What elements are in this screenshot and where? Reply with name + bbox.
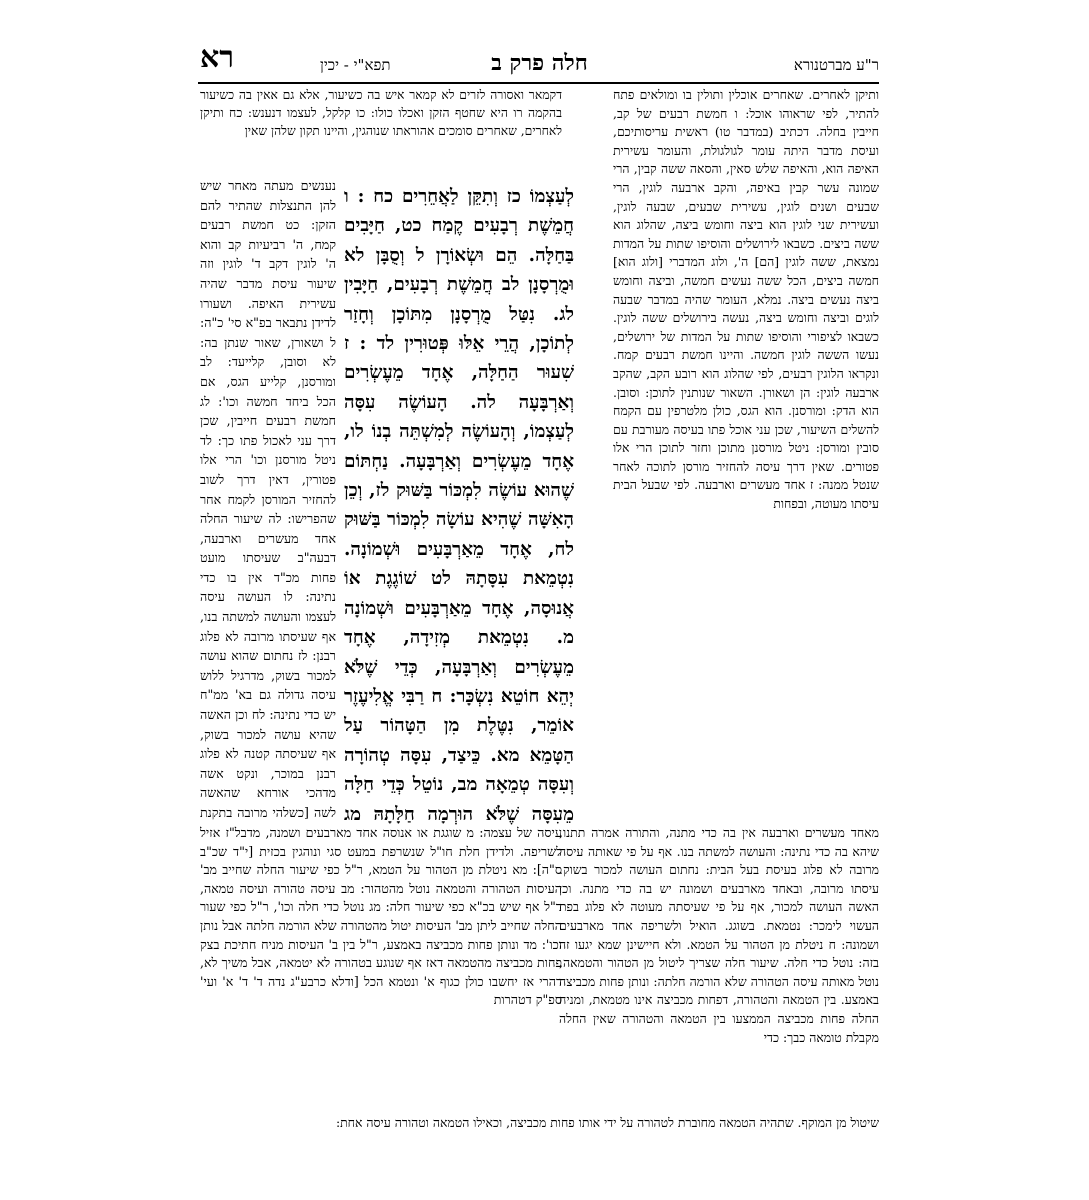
footer-commentary-text: שיטול מן המוקף. שתהיה הטמאה מחוברת לטהורה על ידי אותו פחות מכביצה, וכאילו הטמאה וטהורה עיסה אחת: [335, 1115, 879, 1130]
header-title: חלה פרק ב [491, 50, 588, 76]
tiferet-yisrael-column [200, 176, 336, 826]
tiferet-yisrael-text: נענשים מעתה מאחר שיש להן התנצלות שהתיר להם הזקן: כט חמשת רבעים קמח, ה' רביעיות קב והוא ה' לוגין דקב ד' לוגין וזה שיעור עיסת מדבר שהיה עשירית האיפה. ושעורו לדידן נתבאר בפ"א סי' כ"ה: ל ושאורן, שאור שנתן בה: לא וסובן, קלייעד: לב ומורסנן, קלייע הגס, אם הכל ביחד חמשה וכו': לג חמשת רבעים חייבין, שכן דרך עני לאכול פתו כך: לד ניטל מורסנן וכו' הרי אלו פטורין, דאין דרך לשוב להחזיר המורסן לקמח אחר שהפרישו: לה שיעור החלה אחד מעשרים וארבעה, דבעה"ב שעיסתו מועט פחות מכ"ד אין בו כדי נתינה: לו העושה עיסה לעצמו והעושה למשתה בנו, אף שעיסתו מרובה לא פלוג רבנן: לז נחתום שהוא עושה למכור בשוק, מדרגיל ללוש עיסה גדולה גם בא' ממ"ח יש כדי נתינה: לח וכן האשה שהיא עושה למכור בשוק, אף שעיסתה קטנה לא פלוג רבנן במוכר, ונקט אשה מדהכי אורחא שהאשה לשה [כשלהי מרובה בתקנת [200, 178, 336, 820]
page-number: רא [200, 40, 234, 75]
bartenura-bottom-text: מאחד מעשרים וארבעה אין בה כדי מתנה, והתורה אמרה תתנו, שיהא בה כדי נתינה: והעושה למשתה בנו. אף על פי שאותה עיסה מרובה לא פלוג בעיסת בעל הבית: נחתום העושה למכור בשוק. עיסתו מרובה, ובאחד מארבעים ושמונה יש בה כדי מתנה. וכן האשה העושה למכור, אף על פי שעיסתה מעוטה לא פלוג בפת העשוי לימכר: נטמאת. בשוגג. הואיל ולשריפה אחד מארבעים ושמונה: ח ניטלת מן הטהור על הטמא. ולא חיישינן שמא יגעו זה בזה: נוטל כדי חלה. שיעור חלה שצריך ליטול מן הטהור והטמאה, נוטל מאותה עיסה הטהורה שלא הורמה חלתה: ונותן פחות מכביצה באמצע. בין הטמאה והטהורה, דפחות מכביצה אינו מטמאת, ומניח החלה פחות מכביצה הממצעו בין הטמאה והטהורה שאין החלה מקבלת טומאה כבך: כדי [559, 825, 879, 1045]
tiferet-yisrael-top [200, 86, 562, 176]
bartenura-commentary-bottom [559, 824, 879, 1136]
bartenura-commentary-column [613, 86, 879, 834]
mishna-text-column [344, 182, 574, 832]
footer-commentary [200, 1114, 879, 1154]
header-yachin-label: תפא"י - יכין [320, 56, 391, 74]
tiferet-yisrael-top-text: דקמאר ואסורה לזרים לא קמאר איש בה כשיעור, אלא גם אאין בה כשיעור בהקמה רו היא שחטף הזקן ואכלו כולו: כו קלקל, לעצמו דנענש: כח ותיקן לאחרים, שאחרים סומכים אהוראתו שנוהגין, והיינו תקון שלהן שאין [200, 88, 562, 139]
page-header [200, 48, 879, 84]
tiferet-yisrael-bottom-text: עיסה של עצמה: מ שוגגת או אנוסה אחד מארבעים ושמנה, מדבל"ז אזיל לשריפה. ולדידן חלת חו"ל שנשרפת במעט סגי ונוהגין בכזית [י"ד שכ"ב ס"ה]: מא ניטלת מן הטהור על הטמא, ר"ל כפי שיעור החלה שחייב מב' העיסות הטהורה והטמאה נוטל מהטהור: מב עיסה טהורה ועיסה טמאה, ר"ל אף שיש בכ"א כפי שיעור חלה: מג נוטל כדי חלה וכו', ר"ל כפי שעור החלה שחייב ליתן מב' העיסות יטול מהטהורה שלא הורמה חלתה אבל נותן וכו': מד ונותן פחות מכביצה באמצע, ר"ל בין ב' העיסות מניח חתיכת בצק פחות מכביצה מהטמאה דאז אף שנוגע בטהורה לא יטמאה, אבל משיך לא, דהרי אז יחשבו כולן כגוף א' ונטמא הכל [ודלא כרבע"ג נדה ד' ד' א' ועי' ספ"ק דטהרות [200, 825, 562, 1008]
header-commentary-label: ר"ע מברטנורא [793, 56, 879, 74]
header-rule [198, 82, 879, 84]
tiferet-yisrael-bottom [200, 824, 562, 1136]
mishna-text: לְעַצְמוֹ כז וְתִקֵּן לַאֲחֵרִים כח : ו חֲמֵשֶׁת רְבָעִים קֶמַח כט, חַיָּבִים בַּחַלָּה. הֵם וּשְׂאוֹרָן ל וְסֻבָּן לא וּמֻרְסָנָן לב חֲמֵשֶׁת רְבָעִים, חַיָּבִין לג. נִטַּל מֻרְסָנָן מִתּוֹכָן וְחָזַר לְתוֹכָן, הֲרֵי אֵלּוּ פְּטוּרִין לד : ז שִׁעוּר הַחַלָּה, אֶחָד מֵעֶשְׂרִים וְאַרְבָּעָה לה. הָעוֹשֶׂה עִסָּה לְעַצְמוֹ, וְהָעוֹשֶׂה לְמִשְׁתֵּה בְנוֹ לו, אֶחָד מֵעֶשְׂרִים וְאַרְבָּעָה. נַחְתּוֹם שֶׁהוּא עוֹשֶׂה לִמְכּוֹר בַּשּׁוּק לז, וְכֵן הָאִשָּׁה שֶׁהִיא עוֹשָׂה לִמְכּוֹר בַּשּׁוּק לח, אֶחָד מֵאַרְבָּעִים וּשְׁמוֹנָה. נִטְמֵאת עִסָּתָהּ לט שׁוֹגֶגֶת אוֹ אֲנוּסָה, אֶחָד מֵאַרְבָּעִים וּשְׁמוֹנָה מ. נִטְמֵאת מְזִידָה, אֶחָד מֵעֶשְׂרִים וְאַרְבָּעָה, כְּדֵי שֶׁלֹּא יְהֵא חוֹטֵא נִשְׂכָּר: ח רַבִּי אֱלִיעֶזֶר אוֹמֵר, נִטֶּלֶת מִן הַטָּהוֹר עַל הַטָּמֵא מא. כֵּיצַד, עִסָּה טְהוֹרָה וְעִסָּה טְמֵאָה מב, נוֹטֵל כְּדֵי חַלָּה מֵעִסָּה שֶׁלֹּא הוּרְמָה חַלָּתָהּ מג [344, 186, 574, 825]
bartenura-commentary-text: ותיקן לאחרים. שאחרים אוכלין ותולין בו ומולאים פתח להתיר, לפי שראוהו אוכל: ו חמשת רבעים של קב, חייבין בחלה. דכתיב (במדבר טו) ראשית עריסותיכם, ועיסת מדבר היתה עומר לגולגולת, והעומר עשירית האיפה הוא, והאיפה שלש סאין, והסאה ששה קבין, הרי שמונה עשר קבין באיפה, והקב ארבעה לוגין, הרי שבעים ושנים לוגין, עשירית שבעים, שבעה לוגין, ועשירית שני לוגין הוא ביצה וחומש ביצה, שהלוג הוא ששה ביצים. כשבאו לירושלים והוסיפו שתות על המדות נמצאת, ששה לוגין [הם] ה', ולוג המדברי [ולוג הוא] חמשה ביצים, הכל ששה נעשים חמשה, וביצה וחומש ביצה נעשים ביצה. נמלא, העומר שהיה במדבר שבעה לוגים וביצה וחומש ביצה, נעשה בירושלים ששה לוגין. כשבאו לציפורי והוסיפו שתות על המדות של ירושלים, נעשו הששה לוגין חמשה. והיינו חמשת רבעים קמח. ונקראו הלוגין רבעים, לפי שהלוג הוא רובע הקב, שהקב ארבעה לוגין: הן ושאורן. השאור שנותנין לתוכן: וסובן. הוא הדק: ומורסנן. הוא הגס, כולן מלטרפין עם הקמח להשלים השיעור, שכן עני אוכל פתו בעיסה מעורבת עם סובין ומורסן: ניטל מורסנן מתוכן וחזר לתוכן הרי אלו פטורים. שאין דרך עיסה להחזיר מורסן לתוכה לאחר שנטל ממנה: ז אחד מעשרים וארבעה. לפי שבעל הבית עיסתו מעוטה, ובפחות [613, 87, 879, 512]
